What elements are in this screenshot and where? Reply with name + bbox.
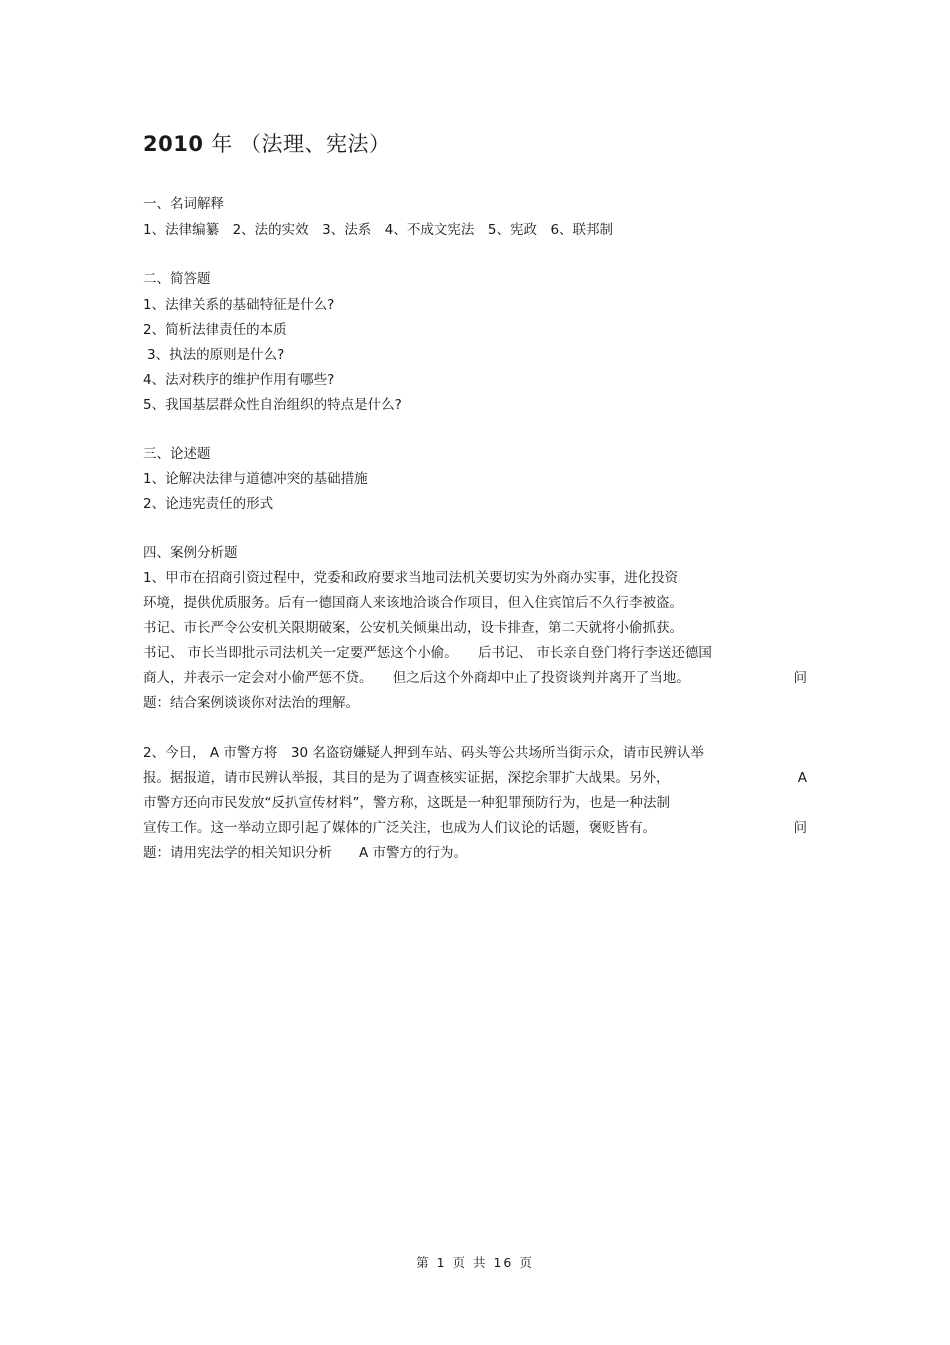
terms-list: 1、法律编纂 2、法的实效 3、法系 4、不成文宪法 5、宪政 6、联邦制 [143, 222, 614, 238]
page-footer: 第 1 页 共 16 页 [416, 1255, 534, 1270]
short-answer-item: 2、简析法律责任的本质 [143, 322, 287, 338]
document-title [143, 128, 390, 158]
case-line: 商人，并表示一定会对小偷严惩不贷。 但之后这个外商却中止了投资谈判并离开了当地。 问 [143, 670, 807, 686]
case-2-paragraph [143, 741, 807, 866]
short-answer-item: 3、执法的原则是什么? [147, 347, 285, 363]
case-line: 题：请用宪法学的相关知识分析 A 市警方的行为。 [143, 845, 468, 861]
case-line: 题：结合案例谈谈你对法治的理解。 [143, 695, 359, 711]
case-line: 2、今日， A 市警方将 30 名盗窃嫌疑人押到车站、码头等公共场所当街示众，请市民辨认举 [143, 745, 704, 761]
section-heading-short-answer: 二、简答题 [143, 271, 211, 287]
short-answer-item: 4、法对秩序的维护作用有哪些? [143, 372, 335, 388]
title-subject: 年 （法理、宪法） [211, 132, 391, 156]
case-line: 1、甲市在招商引资过程中，党委和政府要求当地司法机关要切实为外商办实事，进化投资 [143, 570, 679, 586]
essay-item: 2、论违宪责任的形式 [143, 496, 274, 512]
essay-item: 1、论解决法律与道德冲突的基础措施 [143, 471, 368, 487]
section-heading-terms: 一、名词解释 [143, 196, 224, 212]
section-heading-case-analysis: 四、案例分析题 [143, 545, 238, 561]
short-answer-item: 1、法律关系的基础特征是什么? [143, 297, 335, 313]
title-year: 2010 [143, 132, 204, 156]
case-line: 环境，提供优质服务。后有一德国商人来该地洽谈合作项目，但入住宾馆后不久行李被盗。 [143, 595, 683, 611]
case-line: 报。据报道，请市民辨认举报，其目的是为了调查核实证据，深挖余罪扩大战果。另外， A [143, 770, 807, 786]
case-line: 书记、市长严令公安机关限期破案，公安机关倾巢出动，设卡排查，第二天就将小偷抓获。 [143, 620, 683, 636]
section-heading-essay: 三、论述题 [143, 446, 211, 462]
case-1-paragraph [143, 566, 807, 716]
case-line: 宣传工作。这一举动立即引起了媒体的广泛关注，也成为人们议论的话题，褒贬皆有。 问 [143, 820, 807, 836]
short-answer-item: 5、我国基层群众性自治组织的特点是什么? [143, 397, 402, 413]
case-line: 书记、 市长当即批示司法机关一定要严惩这个小偷。 后书记、 市长亲自登门将行李送还德国 [143, 645, 712, 661]
case-line: 市警方还向市民发放“反扒宣传材料”，警方称，这既是一种犯罪预防行为，也是一种法制 [143, 795, 670, 811]
